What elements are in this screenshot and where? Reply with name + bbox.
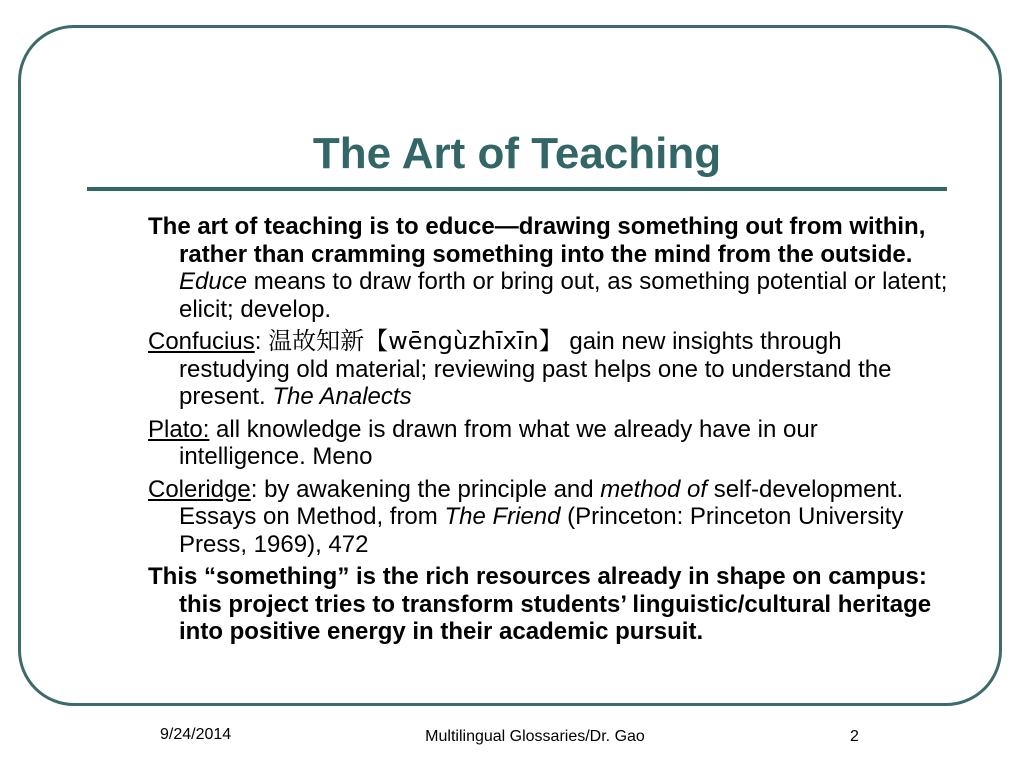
footer-title: Multilingual Glossaries/Dr. Gao — [425, 728, 645, 745]
coleridge-citation: (Princeton: Princeton University Press, 1969), 472 — [179, 503, 904, 558]
plato-label: Plato: — [148, 415, 210, 443]
paragraph-plato — [148, 416, 948, 471]
footer-page-number: 2 — [850, 728, 859, 745]
project-statement-bold: This “something” is the rich resources already in shape on campus: this project tries to transform students’ linguistic/cultural heritage into positive energy in their academic pursuit. — [148, 563, 932, 645]
coleridge-italic-method: method of — [600, 475, 708, 503]
paragraph-educe — [148, 213, 948, 323]
footer-date: 9/24/2014 — [160, 726, 232, 743]
confucius-explanation: gain new insights through restudying old material; reviewing past helps one to understand the present. — [179, 328, 892, 410]
paragraph-confucius — [148, 328, 948, 411]
confucius-label: Confucius — [148, 328, 255, 355]
confucius-chinese-phrase: 温故知新【wēngùzhīxīn】 — [268, 327, 563, 355]
paragraph-project — [148, 563, 948, 646]
educe-meaning: means to draw forth or bring out, as something potential or latent; elicit; develop. — [179, 268, 948, 323]
coleridge-text-2: self-development. Essays on Method, from — [179, 475, 904, 530]
plato-text: all knowledge is drawn from what we already have in our intelligence. Meno — [179, 415, 818, 470]
title-underline — [87, 187, 947, 191]
educe-definition-bold: The art of teaching is to educe—drawing something out from within, rather than cramming something into the mind from the outside. — [148, 213, 926, 268]
confucius-colon: : — [254, 328, 269, 355]
educe-term: Educe — [179, 268, 248, 295]
coleridge-source-title: The Friend — [444, 503, 561, 530]
slide-body — [148, 213, 948, 651]
coleridge-text-1: : by awakening the principle and — [250, 475, 601, 503]
paragraph-coleridge — [148, 476, 948, 559]
slide-title: The Art of Teaching — [312, 129, 722, 178]
confucius-source: The Analects — [272, 383, 412, 410]
coleridge-label: Coleridge — [148, 475, 251, 503]
